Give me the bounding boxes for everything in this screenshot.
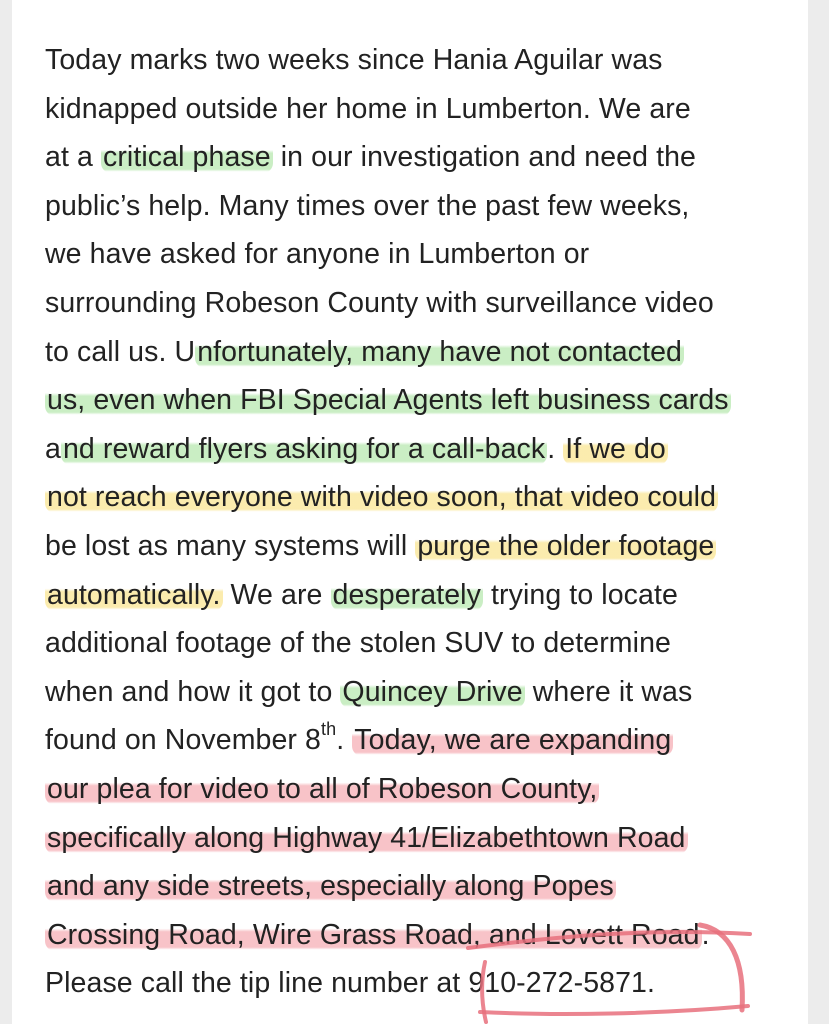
yellow-highlight: automatically. — [47, 578, 221, 611]
yellow-highlight: If we do — [565, 432, 666, 465]
text-line — [45, 716, 805, 765]
text-run: to call us. U — [45, 335, 196, 368]
text-line — [45, 133, 805, 182]
superscript: th — [321, 719, 337, 740]
statement-paragraph — [45, 36, 805, 1008]
red-highlight: and any side streets, especially along Popes — [47, 870, 614, 903]
red-highlight: our plea for video to all of Robeson County, — [47, 772, 598, 805]
text-line — [45, 85, 805, 134]
text-run: at a — [45, 141, 101, 174]
text-line — [45, 619, 805, 668]
text-line — [45, 522, 805, 571]
text-line — [45, 328, 805, 377]
text-run: a — [45, 432, 61, 465]
green-highlight: us, even when FBI Special Agents left business cards — [47, 384, 729, 417]
text-run: additional footage of the stolen SUV to determine — [45, 627, 671, 660]
text-run: found on November 8 — [45, 724, 321, 757]
text-line — [45, 765, 805, 814]
text-run: be lost as many systems will — [45, 529, 416, 562]
text-run: public’s help. Many times over the past few weeks, — [45, 189, 690, 222]
red-highlight: specifically along Highway 41/Elizabethtown Road — [47, 821, 686, 854]
text-run: . — [336, 724, 353, 757]
text-line — [45, 182, 805, 231]
text-run: We are — [222, 578, 331, 611]
text-line — [45, 571, 805, 620]
yellow-highlight: purge the older footage — [417, 529, 715, 562]
text-line — [45, 230, 805, 279]
text-run: where it was — [524, 675, 693, 708]
text-run: kidnapped outside her home in Lumberton. We are — [45, 92, 691, 125]
text-line — [45, 425, 805, 474]
text-run: trying to locate — [482, 578, 678, 611]
document-page — [12, 0, 808, 1024]
red-highlight: Crossing Road, Wire Grass Road, and Lovett Road — [47, 918, 700, 951]
text-line — [45, 473, 805, 522]
green-highlight: Quincey Drive — [342, 675, 523, 708]
green-highlight: critical phase — [102, 141, 271, 174]
tip-line-text: Please call the tip line number at 910-272-5871. — [45, 967, 656, 1000]
text-run: . — [547, 432, 564, 465]
text-line — [45, 36, 805, 85]
text-line — [45, 279, 805, 328]
green-highlight: nfortunately, many have not contacted — [197, 335, 682, 368]
text-line — [45, 376, 805, 425]
text-line — [45, 911, 805, 960]
text-run: surrounding Robeson County with surveillance video — [45, 286, 714, 319]
text-line — [45, 668, 805, 717]
text-run: in our investigation and need the — [272, 141, 696, 174]
green-highlight: nd reward flyers asking for a call-back — [62, 432, 546, 465]
green-highlight: desperately — [332, 578, 481, 611]
text-line — [45, 862, 805, 911]
red-highlight: Today, we are expanding — [354, 724, 672, 757]
text-run: . — [701, 918, 710, 951]
yellow-highlight: not reach everyone with video soon, that video could — [47, 481, 717, 514]
text-run: we have asked for anyone in Lumberton or — [45, 238, 590, 271]
text-line — [45, 814, 805, 863]
text-line — [45, 959, 805, 1008]
text-run: when and how it got to — [45, 675, 341, 708]
text-run: Today marks two weeks since Hania Aguilar was — [45, 44, 663, 76]
